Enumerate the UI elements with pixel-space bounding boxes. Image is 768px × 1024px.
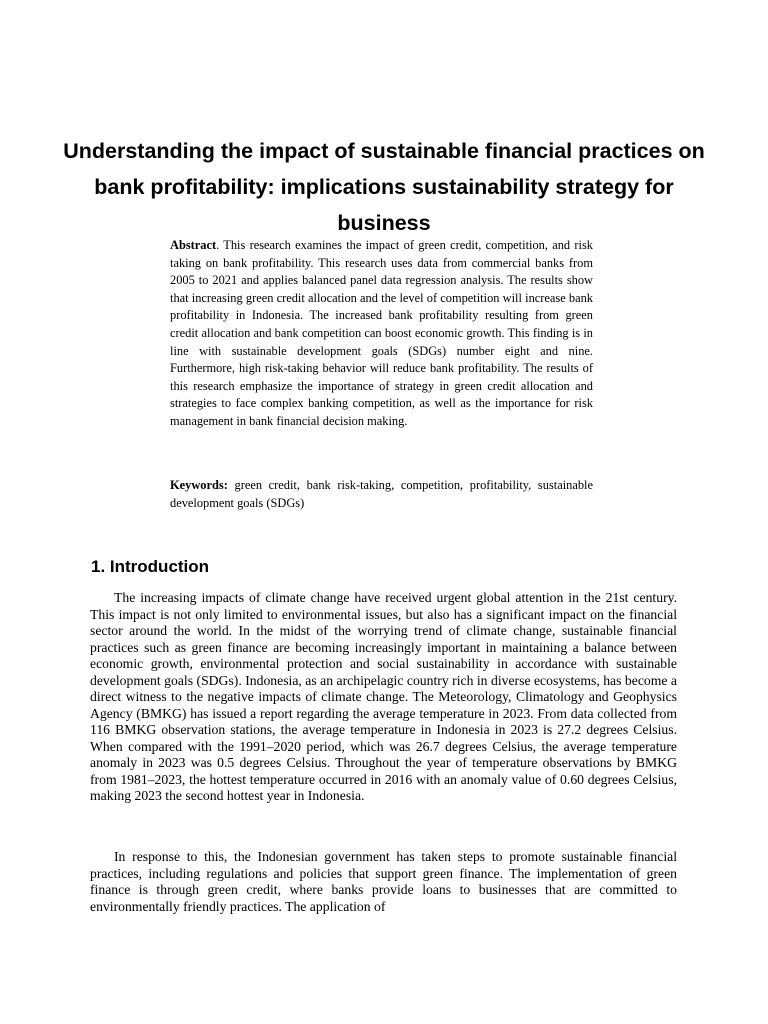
body-paragraph: In response to this, the Indonesian government has taken steps to promote sustainable financial practices, including regulations and policies that support green finance. The implementation of green finance is through green credit, where banks provide loans to businesses that are committed to environmentally friendly practices. The application of [90,849,677,914]
paper-title: Understanding the impact of sustainable financial practices on bank profitability: implications sustainability strategy for business [63,139,705,235]
abstract [170,237,593,431]
keywords-label: Keywords: [170,478,228,492]
keywords [170,477,593,512]
keywords-text: green credit, bank risk-taking, competition, profitability, sustainable development goals (SDGs) [170,478,593,510]
body-paragraph: The increasing impacts of climate change have received urgent global attention in the 21st century. This impact is not only limited to environmental issues, but also has a significant impact on the financial sector around the world. In the midst of the worrying trend of climate change, sustainable financial practices such as green finance are becoming increasingly important in maintaining a balance between economic growth, environmental protection and social sustainability in accordance with sustainable development goals (SDGs). Indonesia, as an archipelagic country rich in diverse ecosystems, has become a direct witness to the negative impacts of climate change. The Meteorology, Climatology and Geophysics Agency (BMKG) has issued a report regarding the average temperature in 2023. From data collected from 116 BMKG observation stations, the average temperature in Indonesia in 2023 is 27.2 degrees Celsius. When compared with the 1991–2020 period, which was 26.7 degrees Celsius, the average temperature anomaly in 2023 was 0.5 degrees Celsius. Throughout the year of temperature observations by BMKG from 1981–2023, the hottest temperature occurred in 2016 with an anomaly value of 0.60 degrees Celsius, making 2023 the second hottest year in Indonesia. [90,590,677,803]
abstract-label: Abstract [170,238,217,252]
abstract-text: . This research examines the impact of green credit, competition, and risk taking on bank profitability. This research uses data from commercial banks from 2005 to 2021 and applies balanced panel data regression analysis. The results show that increasing green credit allocation and the level of competition will increase bank profitability in Indonesia. The increased bank profitability resulting from green credit allocation and bank competition can boost economic growth. This finding is in line with sustainable development goals (SDGs) number eight and nine. Furthermore, high risk-taking behavior will reduce bank profitability. The results of this research emphasize the importance of strategy in green credit allocation and strategies to face complex banking competition, as well as the importance for risk management in bank financial decision making. [170,238,593,428]
section-heading-introduction: 1. Introduction [91,557,210,576]
